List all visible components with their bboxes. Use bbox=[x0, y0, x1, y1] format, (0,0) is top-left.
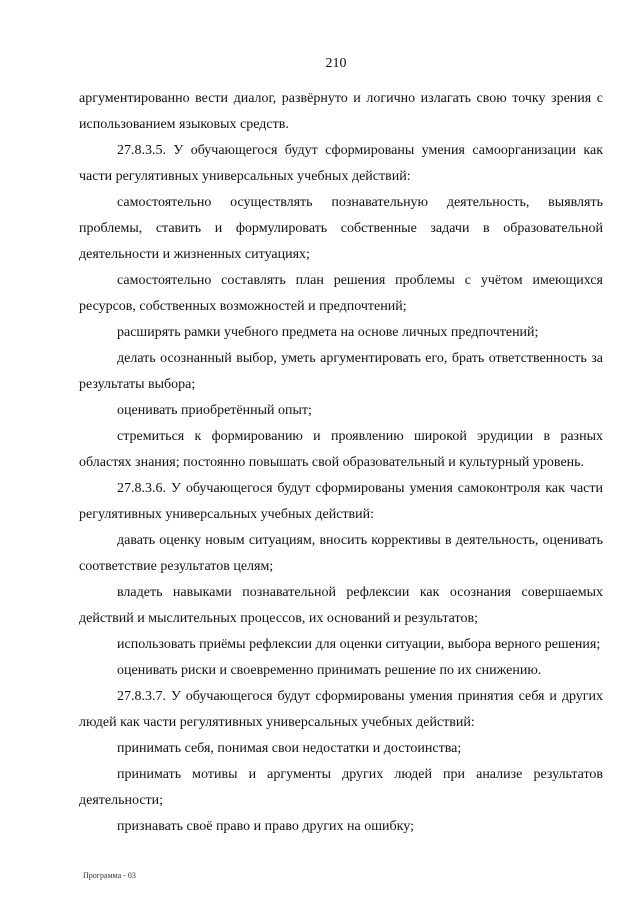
page-footer: Программа - 03 bbox=[83, 871, 136, 880]
body-paragraph: делать осознанный выбор, уметь аргументировать его, брать ответственность за результаты выбора; bbox=[79, 351, 603, 392]
section-heading-paragraph: 27.8.3.6. У обучающегося будут сформированы умения самоконтроля как части регулятивных универсальных учебных действий: bbox=[79, 481, 603, 522]
section-heading-paragraph: 27.8.3.5. У обучающегося будут сформированы умения самоорганизации как части регулятивных универсальных учебных действий: bbox=[79, 143, 603, 184]
body-paragraph: принимать мотивы и аргументы других людей при анализе результатов деятельности; bbox=[79, 767, 603, 808]
document-body bbox=[79, 86, 603, 840]
body-paragraph: оценивать риски и своевременно принимать решение по их снижению. bbox=[117, 663, 542, 678]
body-paragraph: принимать себя, понимая свои недостатки и достоинства; bbox=[117, 741, 462, 756]
body-paragraph: оценивать приобретённый опыт; bbox=[117, 403, 312, 418]
body-paragraph: стремиться к формированию и проявлению широкой эрудиции в разных областях знания; постоянно повышать свой образовательный и культурный уровень. bbox=[79, 429, 603, 470]
body-paragraph: владеть навыками познавательной рефлексии как осознания совершаемых действий и мыслительных процессов, их оснований и результатов; bbox=[79, 585, 603, 626]
body-paragraph: аргументированно вести диалог, развёрнуто и логично излагать свою точку зрения с использованием языковых средств. bbox=[79, 91, 603, 132]
body-paragraph: расширять рамки учебного предмета на основе личных предпочтений; bbox=[117, 325, 539, 340]
body-paragraph: использовать приёмы рефлексии для оценки ситуации, выбора верного решения; bbox=[117, 637, 601, 652]
section-heading-paragraph: 27.8.3.7. У обучающегося будут сформированы умения принятия себя и других людей как части регулятивных универсальных учебных действий: bbox=[79, 689, 603, 730]
page-number: 210 bbox=[325, 56, 347, 71]
body-paragraph: давать оценку новым ситуациям, вносить коррективы в деятельность, оценивать соответствие результатов целям; bbox=[79, 533, 603, 574]
body-paragraph: признавать своё право и право других на ошибку; bbox=[117, 819, 414, 834]
body-paragraph: самостоятельно составлять план решения проблемы с учётом имеющихся ресурсов, собственных возможностей и предпочтений; bbox=[79, 273, 603, 314]
body-paragraph: самостоятельно осуществлять познавательную деятельность, выявлять проблемы, ставить и формулировать собственные задачи в образовательной деятельности и жизненных ситуациях; bbox=[79, 195, 603, 262]
